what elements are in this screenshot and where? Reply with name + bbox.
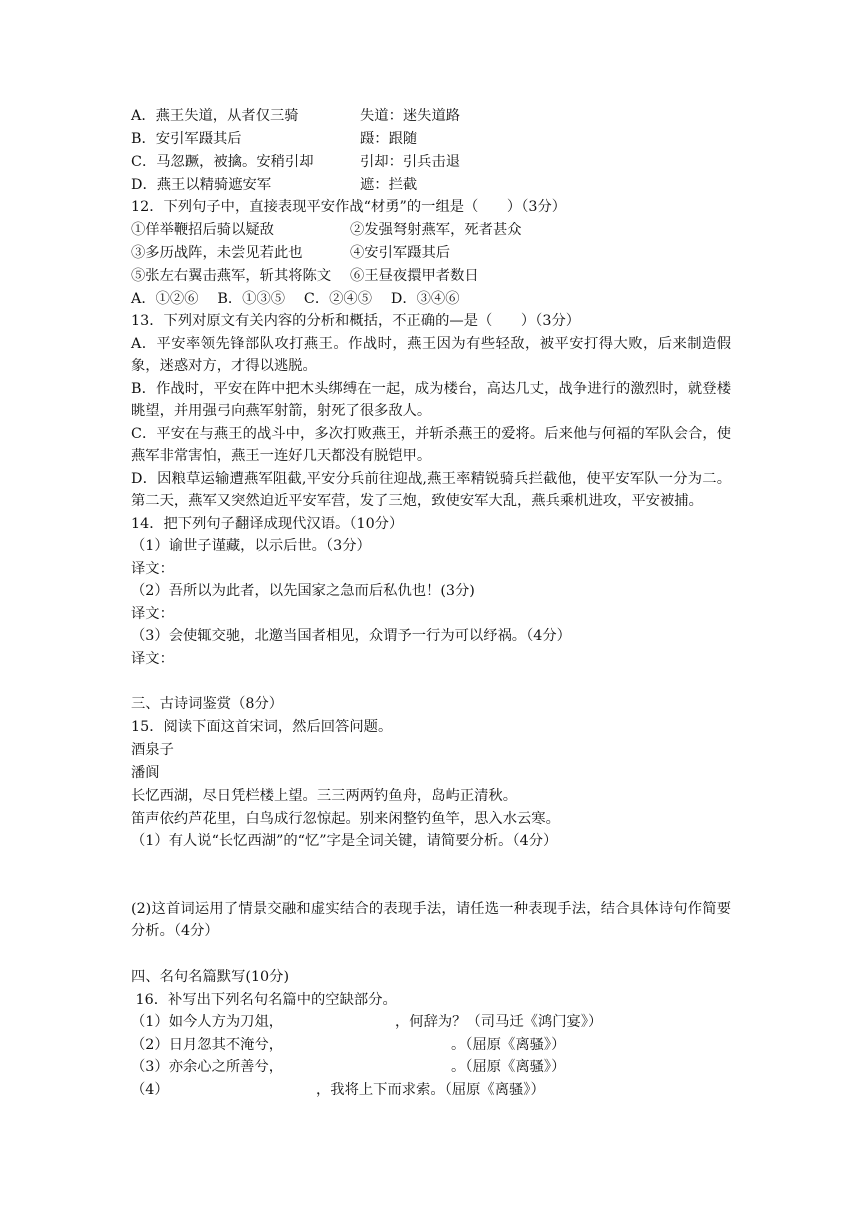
- fill-blank-4: [131, 1079, 545, 1101]
- q15-part-2: (2)这首词运用了情景交融和虚实结合的表现手法，请任选一种表现手法，结合具体诗句作简要分析。（4分）: [131, 901, 731, 939]
- q16-stem: 16．补写出下列名句名篇中的空缺部分。: [131, 992, 397, 1008]
- fill-blank-2-source: 。（屈原《离骚》）: [451, 1037, 566, 1053]
- poem-line-2: 笛声依约芦花里，白鸟成行忽惊起。别来闲整钓鱼竿，思入水云寒。: [131, 811, 560, 827]
- q12-sentence-3: ③多历战阵，未尝见若此也: [131, 245, 303, 261]
- fill-blank-3-source: 。（屈原《离骚》）: [451, 1059, 566, 1075]
- fill-blank-3: [131, 1056, 566, 1078]
- q12-row-2: [131, 242, 451, 264]
- q12-sentence-2: ②发强弩射燕军，死者甚众: [350, 222, 522, 238]
- q14-stem: 14．把下列句子翻译成现代汉语。（10分）: [131, 516, 404, 532]
- poem-author: 潘阆: [131, 765, 160, 781]
- q12-sentence-6: ⑥王昼夜擐甲者数日: [350, 268, 479, 284]
- poem-title: 酒泉子: [131, 742, 174, 758]
- q12-row-1: [131, 219, 522, 241]
- q11-option-c: [131, 151, 461, 173]
- q15-part-1: （1）有人说“长忆西湖”的“忆”字是全词关键，请简要分析。（4分）: [131, 833, 558, 849]
- fill-blank-4-text: ，我将上下而求索。（屈原《离骚》）: [316, 1082, 545, 1098]
- q13-stem: 13．下列对原文有关内容的分析和概括，不正确的—是（ ）（3分）: [131, 313, 581, 329]
- fill-blank-1-text: （1）如今人方为刀俎，: [131, 1014, 284, 1030]
- q11-option-a-gloss: 失道：迷失道路: [360, 108, 461, 124]
- q11-option-a: [131, 105, 461, 127]
- fill-blank-1: [131, 1011, 603, 1033]
- fill-blank-2: [131, 1034, 566, 1056]
- poem-line-1: 长忆西湖，尽日凭栏楼上望。三三两两钓鱼舟，岛屿正清秋。: [131, 788, 518, 804]
- q11-option-d-sentence: D．燕王以精骑遮安军: [131, 177, 272, 193]
- fill-blank-2-text: （2）日月忽其不淹兮，: [131, 1037, 284, 1053]
- q11-option-b-gloss: 蹑：跟随: [360, 131, 418, 147]
- q14-sentence-1: （1）谕世子谨藏，以示后世。（3分）: [131, 538, 371, 554]
- q12-options: A．①②⑥ B．①③⑤ C．②④⑤ D．③④⑥: [131, 291, 460, 307]
- q12-row-3: [131, 265, 479, 287]
- q13-option-c: C．平安在与燕王的战斗中，多次打败燕王，并斩杀燕王的爱将。后来他与何福的军队会合，使燕军非常害怕，燕王一连好几天都没有脱铠甲。: [131, 426, 731, 464]
- section-4-heading: 四、名句名篇默写(10分): [131, 969, 290, 985]
- fill-blank-1-source: ，何辞为？（司马迁《鸿门宴》）: [395, 1014, 603, 1030]
- q15-stem: 15．阅读下面这首宋词，然后回答问题。: [131, 719, 393, 735]
- q12-sentence-5: ⑤张左右翼击燕军，斩其将陈文: [131, 268, 332, 284]
- q11-option-d-gloss: 遮：拦截: [360, 177, 418, 193]
- q12-sentence-1: ①佯举鞭招后骑以疑敌: [131, 222, 274, 238]
- q14-translation-2-label: 译文：: [131, 606, 174, 622]
- q11-option-c-gloss: 引却：引兵击退: [360, 154, 461, 170]
- section-3-heading: 三、古诗词鉴赏（8分）: [131, 696, 284, 712]
- q14-sentence-2: （2）吾所以为此者，以先国家之急而后私仇也！(3分): [131, 583, 475, 599]
- fill-blank-4-number: （4）: [131, 1082, 169, 1098]
- q14-translation-1-label: 译文：: [131, 561, 174, 577]
- q11-option-d: [131, 174, 418, 196]
- q12-stem: 12．下列句子中，直接表现平安作战“材勇”的一组是（ ）（3分）: [131, 199, 567, 215]
- q14-sentence-3: （3）会使辄交驰，北邀当国者相见，众谓予一行为可以纾祸。（4分）: [131, 628, 571, 644]
- q11-option-b-sentence: B．安引军蹑其后: [131, 131, 242, 147]
- q13-option-a: A．平安率领先锋部队攻打燕王。作战时，燕王因为有些轻敌，被平安打得大败，后来制造假象，迷惑对方，才得以逃脱。: [131, 336, 731, 374]
- q11-option-c-sentence: C．马忽蹶，被擒。安稍引却: [131, 154, 314, 170]
- fill-blank-3-text: （3）亦余心之所善兮，: [131, 1059, 284, 1075]
- q13-option-b: B．作战时，平安在阵中把木头绑缚在一起，成为楼台，高达几丈，战争进行的激烈时，就登楼眺望，并用强弓向燕军射箭，射死了很多敌人。: [131, 381, 731, 419]
- q11-option-a-sentence: A．燕王失道，从者仅三骑: [131, 108, 299, 124]
- q14-translation-3-label: 译文：: [131, 651, 174, 667]
- q13-option-d: D．因粮草运输遭燕军阻截,平安分兵前往迎战,燕王率精锐骑兵拦截他，使平安军队一分为二。第二天，燕军又突然迫近平安军营，发了三炮，致使安军大乱，燕兵乘机进攻，平安被捕。: [131, 471, 731, 509]
- q11-option-b: [131, 128, 418, 150]
- q12-sentence-4: ④安引军蹑其后: [350, 245, 451, 261]
